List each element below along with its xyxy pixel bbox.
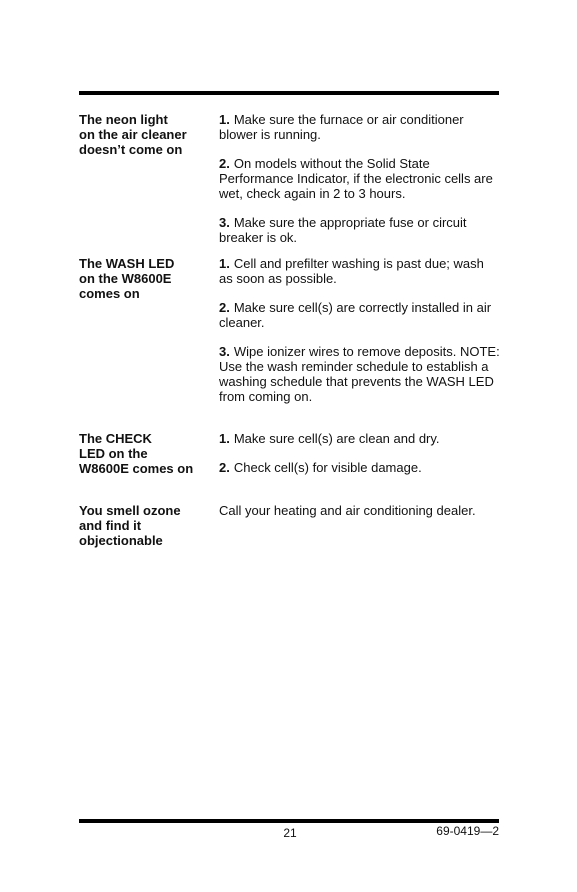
- step-text: Make sure cell(s) are clean and dry.: [233, 431, 440, 446]
- problem-label: The WASH LED on the W8600E comes on: [79, 256, 175, 301]
- remedy-list: [219, 112, 501, 259]
- step-text: Call your heating and air conditioning dealer.: [219, 503, 476, 518]
- problem-label: You smell ozone and find it objectionable: [79, 503, 181, 548]
- step-number: 3.: [219, 344, 230, 359]
- step-number: 1.: [219, 112, 230, 127]
- step-number: 2.: [219, 460, 230, 475]
- problem-label: The neon light on the air cleaner doesn’t come on: [79, 112, 187, 157]
- remedy-step: [219, 503, 501, 518]
- remedy-list: [219, 503, 501, 532]
- remedy-step: [219, 300, 501, 330]
- remedy-step: [219, 431, 501, 446]
- step-text: Make sure cell(s) are correctly installed in air cleaner.: [219, 300, 492, 330]
- step-number: 2.: [219, 300, 230, 315]
- top-rule: [79, 91, 499, 95]
- document-number: 69-0419—2: [436, 824, 499, 838]
- step-text: Wipe ionizer wires to remove deposits. NOTE: Use the wash reminder schedule to establish a washing schedule that prevents the WASH LED from coming on.: [219, 344, 500, 404]
- step-text: Cell and prefilter washing is past due; wash as soon as possible.: [219, 256, 484, 286]
- page-number: 21: [283, 826, 297, 840]
- remedy-step: [219, 460, 501, 475]
- step-text: Make sure the appropriate fuse or circuit breaker is ok.: [219, 215, 467, 245]
- step-text: Make sure the furnace or air conditioner blower is running.: [219, 112, 464, 142]
- bottom-rule: [79, 819, 499, 823]
- step-text: On models without the Solid State Performance Indicator, if the electronic cells are wet, check again in 2 to 3 hours.: [219, 156, 493, 201]
- remedy-list: [219, 256, 501, 418]
- step-number: 3.: [219, 215, 230, 230]
- remedy-step: [219, 112, 501, 142]
- remedy-step: [219, 215, 501, 245]
- step-number: 2.: [219, 156, 230, 171]
- step-number: 1.: [219, 431, 230, 446]
- remedy-step: [219, 344, 501, 404]
- step-text: Check cell(s) for visible damage.: [233, 460, 422, 475]
- remedy-step: [219, 256, 501, 286]
- remedy-list: [219, 431, 501, 489]
- step-number: 1.: [219, 256, 230, 271]
- remedy-step: [219, 156, 501, 201]
- problem-label: The CHECK LED on the W8600E comes on: [79, 431, 194, 476]
